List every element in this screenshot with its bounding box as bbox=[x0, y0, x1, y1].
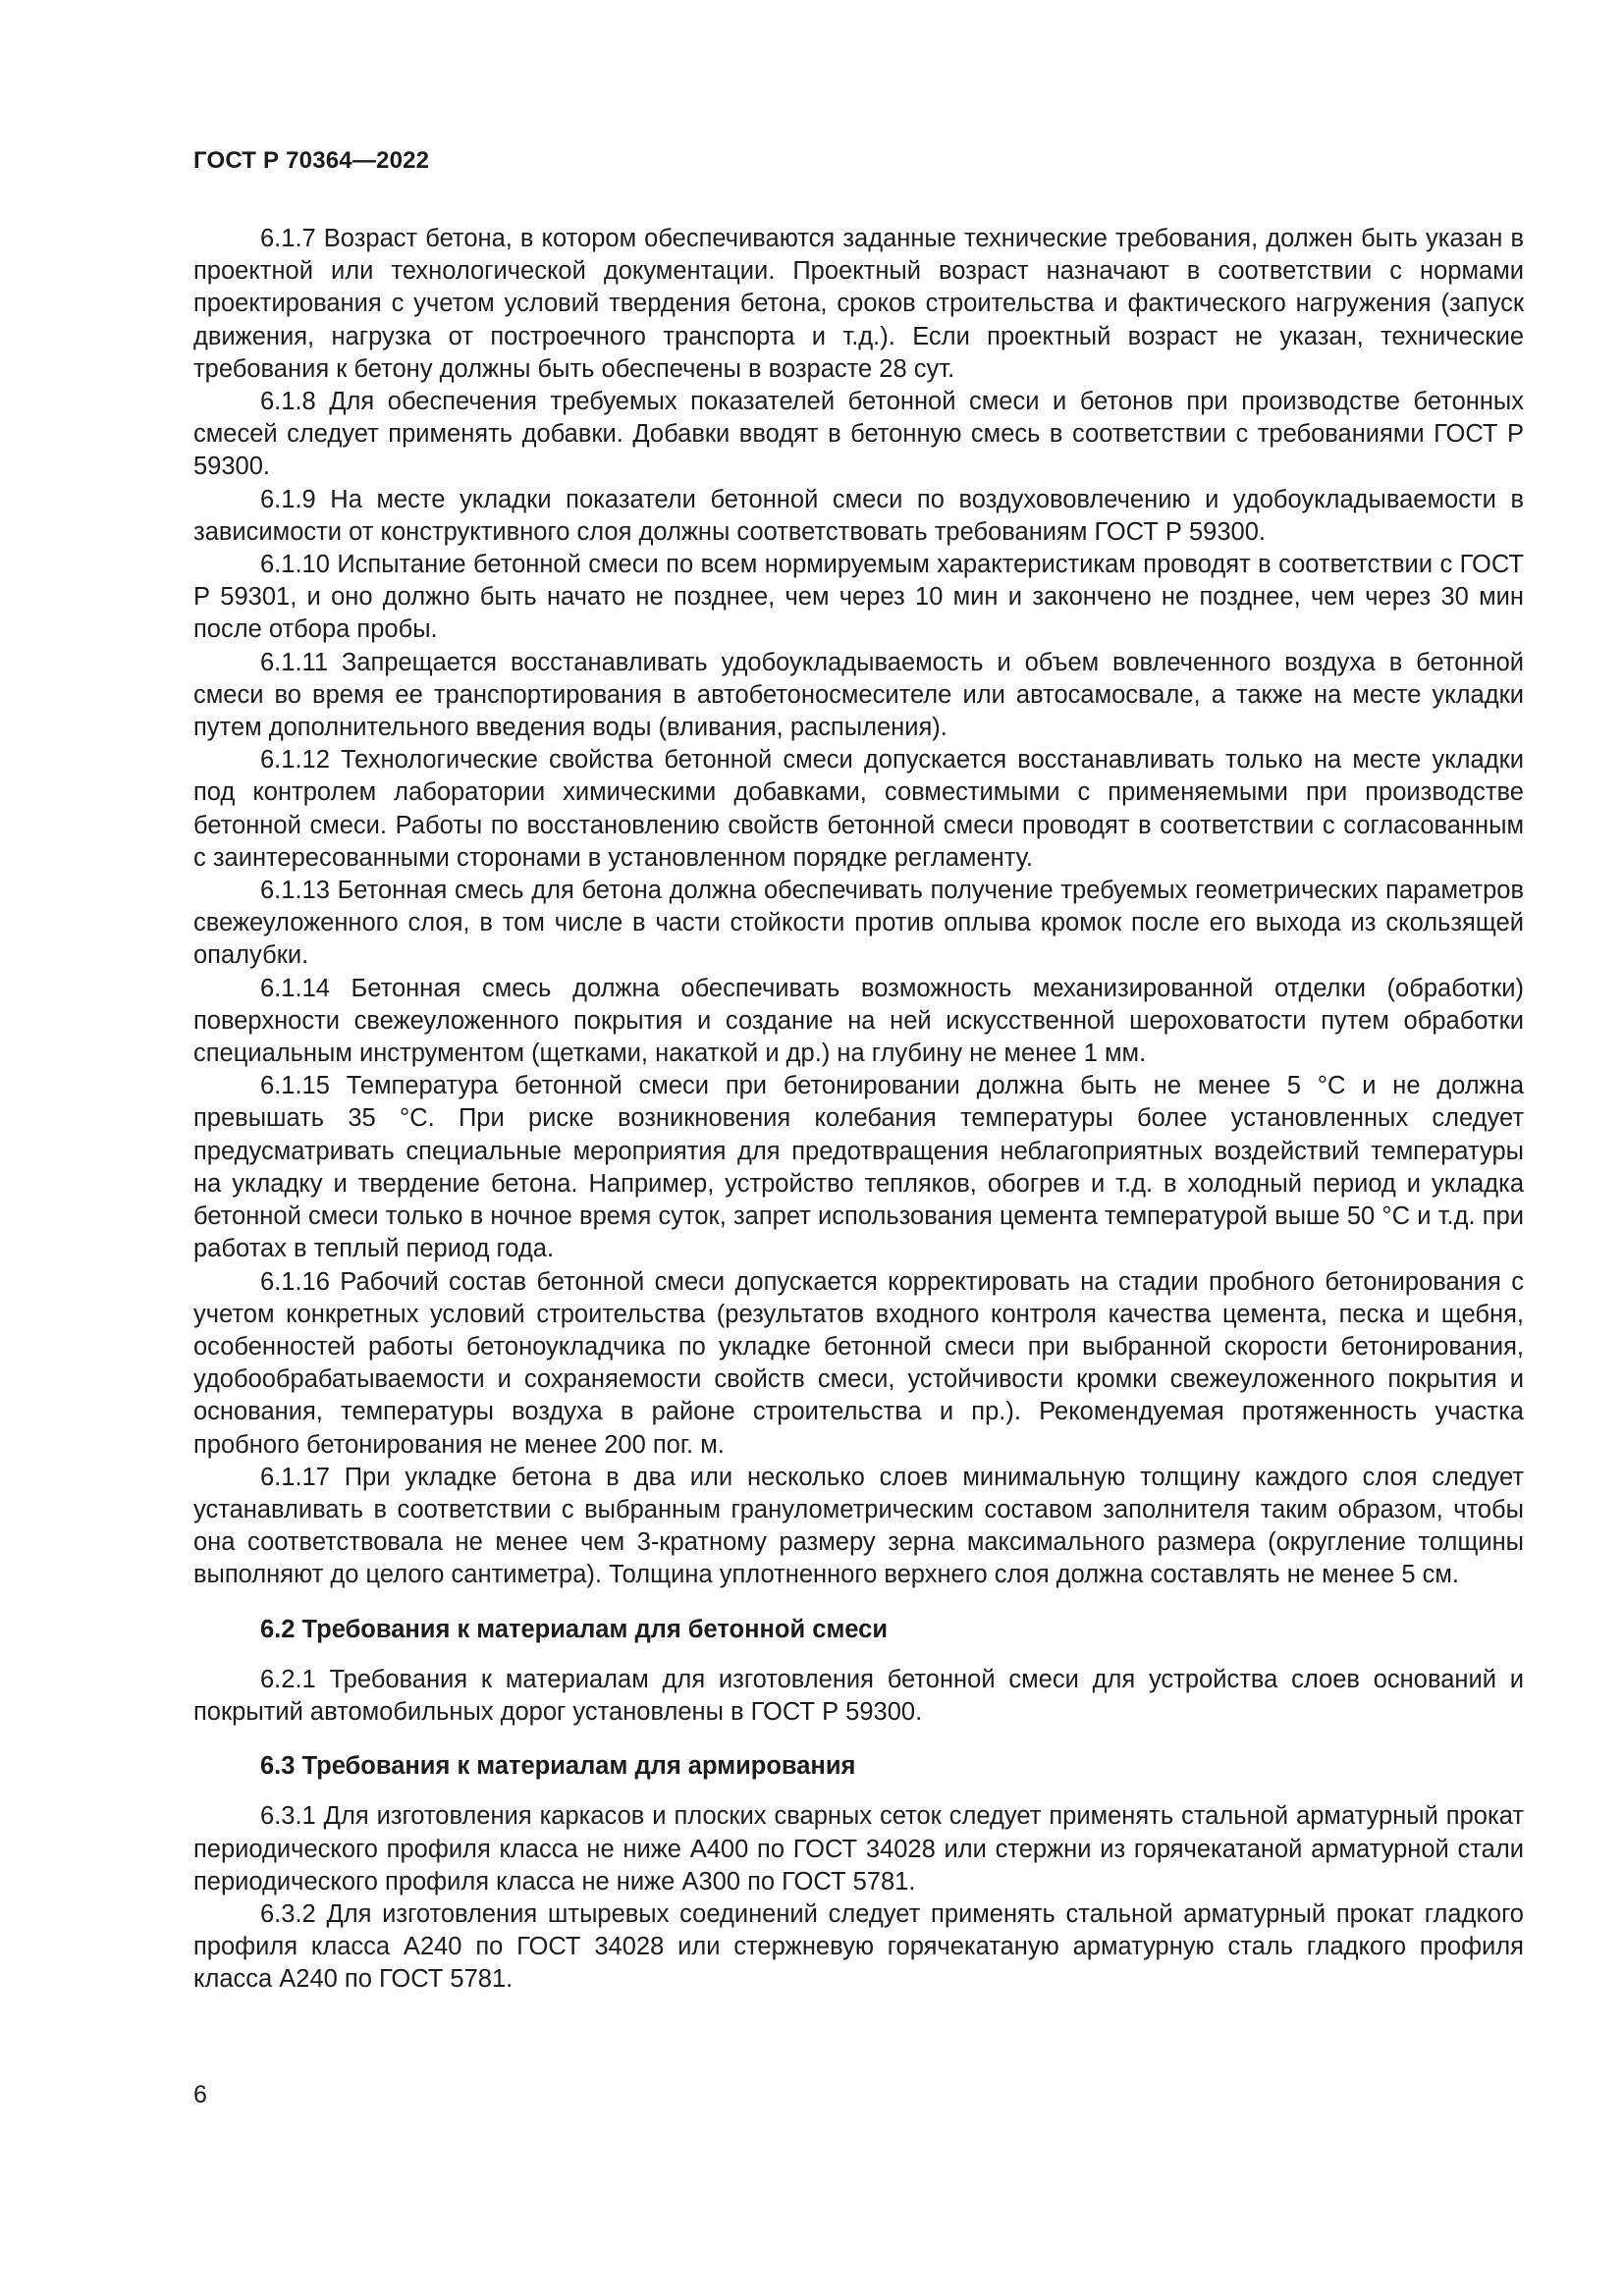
page-number: 6 bbox=[193, 2081, 207, 2109]
document-header: ГОСТ Р 70364—2022 bbox=[193, 147, 430, 174]
section-heading-6-3: 6.3 Требования к материалам для армирования bbox=[260, 1752, 856, 1781]
paragraph-6-1-7: 6.1.7 Возраст бетона, в котором обеспечиваются заданные технические требования, должен быть указан в проектной или технологической документации. Проектный возраст назначают в соответствии с нормами проектирования с учетом условий твердения бетона, сроков строительства и фактического нагружения (запуск движения, нагрузка от построечного транспорта и т.д.). Если проектный возраст не указан, технические требования к бетону должны быть обеспечены в возрасте 28 сут. bbox=[193, 225, 1524, 383]
paragraph-6-1-14: 6.1.14 Бетонная смесь должна обеспечивать возможность механизированной отделки (обработки) поверхности свежеуложенного покрытия и создание на ней искусственной шероховатости путем обработки специальным инструментом (щетками, накаткой и др.) на глубину не менее 1 мм. bbox=[193, 974, 1524, 1068]
document-body bbox=[193, 223, 1524, 1997]
paragraph-6-1-13: 6.1.13 Бетонная смесь для бетона должна обеспечивать получение требуемых геометрических параметров свежеуложенного слоя, в том числе в части стойкости против оплыва кромок после его выхода из скользящей опалубки. bbox=[193, 877, 1524, 970]
paragraph-6-1-16: 6.1.16 Рабочий состав бетонной смеси допускается корректировать на стадии пробного бетонирования с учетом конкретных условий строительства (результатов входного контроля качества цемента, песка и щебня, особенностей работы бетоноукладчика по укладке бетонной смеси при выбранной скорости бетонирования, удобообрабатываемости и сохраняемости свойств смеси, устойчивости кромки свежеуложенного покрытия и основания, температуры воздуха в районе строительства и пр.). Рекомендуемая протяженность участка пробного бетонирования не менее 200 пог. м. bbox=[193, 1267, 1524, 1459]
paragraph-6-1-8: 6.1.8 Для обеспечения требуемых показателей бетонной смеси и бетонов при производстве бетонных смесей следует применять добавки. Добавки вводят в бетонную смесь в соответствии с требованиями ГОСТ Р 59300. bbox=[193, 388, 1524, 481]
paragraph-6-1-15: 6.1.15 Температура бетонной смеси при бетонировании должна быть не менее 5 °С и не должна превышать 35 °С. При риске возникновения колебания температуры более установленных следует предусматривать специальные мероприятия для предотвращения неблагоприятных воздействий температуры на укладку и твердение бетона. Например, устройство тепляков, обогрев и т.д. в холодный период и укладка бетонной смеси только в ночное время суток, запрет использования цемента температурой выше 50 °С и т.д. при работах в теплый период года. bbox=[193, 1072, 1524, 1263]
paragraph-6-3-2: 6.3.2 Для изготовления штыревых соединений следует применять стальной арматурный прокат гладкого профиля класса А240 по ГОСТ 34028 или стержневую горячекатаную арматурную сталь гладкого профиля класса А240 по ГОСТ 5781. bbox=[193, 1899, 1524, 1994]
paragraph-6-1-11: 6.1.11 Запрещается восстанавливать удобоукладываемость и объем вовлеченного воздуха в бетонной смеси во время ее транспортирования в автобетоносмесителе или автосамосвале, а также на месте укладки путем дополнительного введения воды (вливания, распыления). bbox=[193, 648, 1524, 742]
paragraph-6-1-9: 6.1.9 На месте укладки показатели бетонной смеси по воздухововлечению и удобоукладываемости в зависимости от конструктивного слоя должны соответствовать требованиям ГОСТ Р 59300. bbox=[193, 485, 1524, 546]
paragraph-6-1-12: 6.1.12 Технологические свойства бетонной смеси допускается восстанавливать только на месте укладки под контролем лаборатории химическими добавками, совместимыми с применяемыми при производстве бетонной смеси. Работы по восстановлению свойств бетонной смеси проводят в соответствии с согласованным с заинтересованными сторонами в установленном порядке регламенту. bbox=[193, 746, 1524, 872]
paragraph-6-1-10: 6.1.10 Испытание бетонной смеси по всем нормируемым характеристикам проводят в соответствии с ГОСТ Р 59301, и оно должно быть начато не позднее, чем через 10 мин и закончено не позднее, чем через 30 мин после отбора пробы. bbox=[193, 551, 1524, 644]
paragraph-6-2-1: 6.2.1 Требования к материалам для изготовления бетонной смеси для устройства слоев оснований и покрытий автомобильных дорог установлены в ГОСТ Р 59300. bbox=[193, 1665, 1524, 1726]
paragraph-6-3-1: 6.3.1 Для изготовления каркасов и плоских сварных сеток следует применять стальной арматурный прокат периодического профиля класса не ниже А400 по ГОСТ 34028 или стержни из горячекатаной арматурной стали периодического профиля класса не ниже А300 по ГОСТ 5781. bbox=[193, 1802, 1524, 1896]
section-heading-6-2: 6.2 Требования к материалам для бетонной смеси bbox=[260, 1615, 889, 1643]
paragraph-6-1-17: 6.1.17 При укладке бетона в два или несколько слоев минимальную толщину каждого слоя следует устанавливать в соответствии с выбранным гранулометрическим составом заполнителя таким образом, чтобы она соответствовала не менее чем 3-кратному размеру зерна максимального размера (округление толщины выполняют до целого сантиметра). Толщина уплотненного верхнего слоя должна составлять не менее 5 см. bbox=[193, 1463, 1524, 1589]
